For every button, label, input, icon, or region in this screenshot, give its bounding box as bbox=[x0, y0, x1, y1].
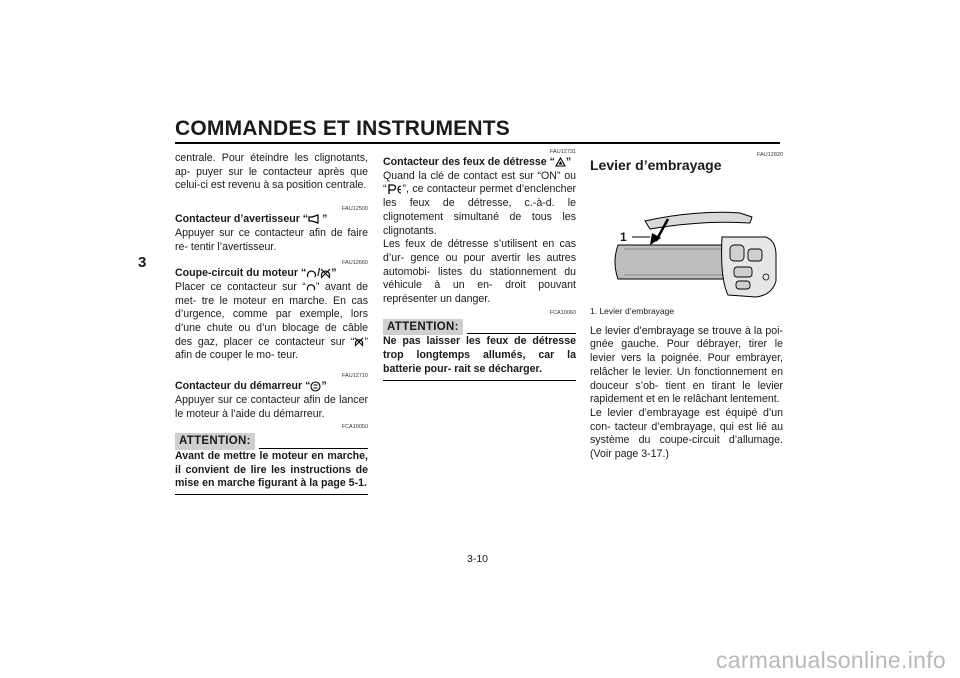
section-heading-horn bbox=[175, 213, 368, 227]
caution-header bbox=[383, 319, 576, 336]
chapter-tab bbox=[132, 243, 166, 292]
column-1 bbox=[175, 152, 368, 495]
engine-stop-icon bbox=[354, 337, 364, 347]
ref-code: FAU12660 bbox=[342, 260, 368, 267]
text-part: ” avant de met- tre le moteur en marche. En cas d’urgence, comme par exemple, lors d’une chute ou d’un blocage de câble des gaz, placer ce contacteur sur “ bbox=[175, 280, 368, 348]
caution-header bbox=[175, 433, 368, 450]
ref-code: FCA10060 bbox=[549, 309, 576, 316]
section-heading-starter bbox=[175, 380, 368, 394]
figure-callout: 1 bbox=[620, 229, 627, 244]
heading-text: Coupe-circuit du moteur “ bbox=[175, 267, 307, 280]
text-part: Quand la clé de contact est sur “ON” ou “ bbox=[383, 169, 576, 196]
section-heading-hazard bbox=[383, 156, 576, 170]
figure-caption: 1. Levier d’embrayage bbox=[590, 305, 675, 316]
heading-text: Contacteur d’avertisseur “ bbox=[175, 213, 309, 226]
clutch-switch-text: Le levier d’embrayage est équipé d’un con- tacteur d’embrayage, qui est lié au système du coupe-circuit d’allumage. (Voir page 3-17.) bbox=[590, 406, 783, 461]
heading-text-end: ” bbox=[565, 156, 572, 168]
caution-badge: ATTENTION: bbox=[175, 433, 255, 450]
heading-text: Contacteur des feux de détresse “ bbox=[383, 156, 555, 168]
ref-code: FAU12731 bbox=[550, 149, 576, 155]
horn-icon bbox=[308, 214, 322, 224]
heading-text: Contacteur du démarreur “ bbox=[175, 380, 311, 393]
starter-icon bbox=[310, 381, 321, 392]
caution-text: Avant de mettre le moteur en marche, il convient de lire les instructions de mise en marche figurant à la page 5-1. bbox=[175, 450, 368, 495]
title-rule bbox=[175, 142, 780, 144]
heading-sep: / bbox=[317, 267, 321, 280]
text-part: Placer ce contacteur sur “ bbox=[175, 280, 306, 293]
hazard-usage-text: Les feux de détresse s’utilisent en cas d’ur- gence ou pour avertir les autres automobi- listes du stationnement du véhicule à un en- droit pouvant représenter un danger. bbox=[383, 238, 576, 306]
text-part: ” afin de couper le mo- teur. bbox=[175, 335, 368, 362]
starter-text: Appuyer sur ce contacteur afin de lancer le moteur à l’aide du démarreur. bbox=[175, 393, 368, 420]
caution-rule bbox=[467, 333, 576, 334]
clutch-lever-illustration bbox=[590, 179, 783, 303]
chapter-number: 3 bbox=[138, 254, 147, 271]
hazard-icon bbox=[555, 157, 566, 167]
clutch-text: Le levier d’embrayage se trouve à la poi- gnée gauche. Pour débrayer, tirer le levier vers la poignée. Pour embrayer, relâcher le levier. Un fonctionnement en douceur s’ob- tient en tirant le levier rapidement et en le relâchant lentement. bbox=[590, 324, 783, 406]
engine-stop-icon bbox=[320, 268, 331, 279]
ref-code: FAU12710 bbox=[342, 373, 368, 380]
ref-code: FAU12500 bbox=[342, 206, 368, 213]
engine-run-icon bbox=[306, 282, 316, 292]
clutch-figure bbox=[590, 179, 783, 303]
section-heading-clutch: Levier d’embrayage bbox=[590, 157, 722, 173]
watermark-text: carmanualsonline.info bbox=[715, 647, 946, 673]
intro-paragraph: centrale. Pour éteindre les clignotants, ap- puyer sur le contacteur après que celui-ci est revenu à sa position centrale. bbox=[175, 152, 368, 192]
page-title: COMMANDES ET INSTRUMENTS bbox=[175, 117, 510, 140]
section-heading-kill-switch bbox=[175, 267, 368, 281]
parking-icon bbox=[387, 184, 403, 195]
heading-text-end: ” bbox=[321, 380, 327, 393]
heading-text-end: ” bbox=[331, 267, 337, 280]
hazard-text bbox=[383, 170, 576, 239]
caution-text: Ne pas laisser les feux de détresse trop longtemps allumés, car la batterie pour- rait se décharger. bbox=[383, 335, 576, 380]
column-2 bbox=[383, 149, 576, 381]
engine-run-icon bbox=[306, 268, 317, 279]
column-3 bbox=[590, 152, 783, 462]
kill-switch-text bbox=[175, 281, 368, 363]
page-number: 3-10 bbox=[467, 553, 489, 565]
horn-text: Appuyer sur ce contacteur afin de faire re- tentir l’avertisseur. bbox=[175, 226, 368, 253]
ref-code: FAU12820 bbox=[757, 152, 783, 158]
caution-badge: ATTENTION: bbox=[383, 319, 463, 336]
heading-text-end: ” bbox=[322, 213, 328, 226]
text-part: ”, ce contacteur permet d’enclencher les feux de détresse, c.-à-d. le clignotement simultané de tous les clignotants. bbox=[383, 183, 576, 237]
caution-rule bbox=[259, 448, 368, 449]
ref-code: FCA10050 bbox=[341, 424, 368, 431]
